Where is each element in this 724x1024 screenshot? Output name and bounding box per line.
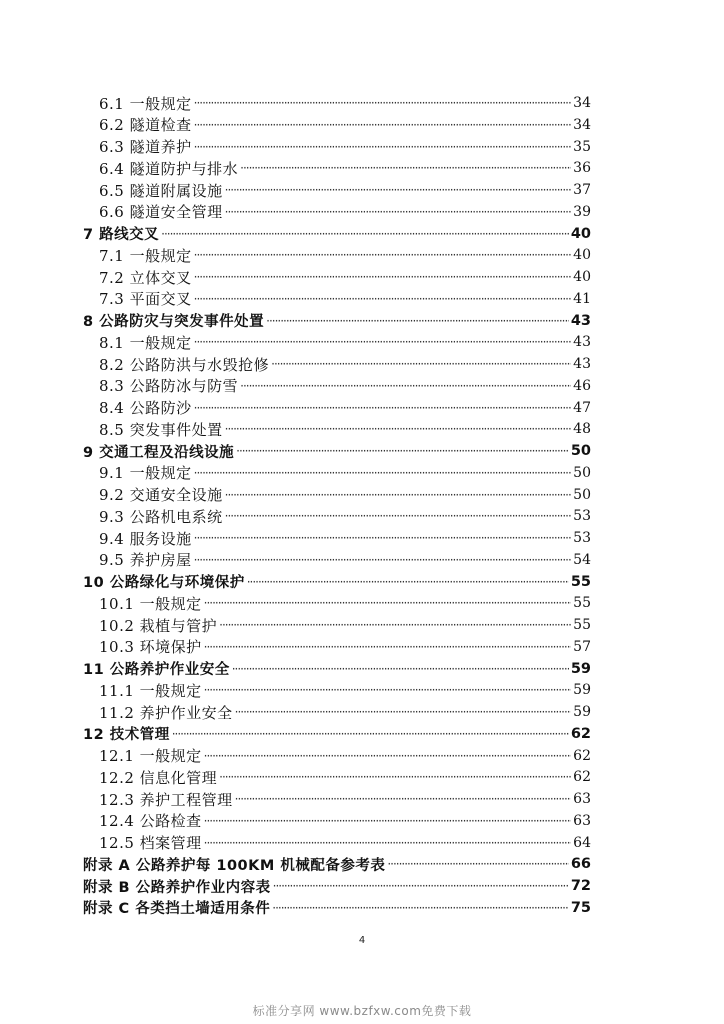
toc-section-entry[interactable]	[99, 397, 591, 419]
toc-entry-title: 8 公路防灾与突发事件处置	[83, 314, 265, 330]
toc-entry-title: 10.1 一般规定	[99, 594, 202, 613]
toc-dot-leader	[194, 244, 571, 266]
toc-section-entry[interactable]	[99, 701, 591, 723]
toc-dot-leader	[387, 853, 568, 875]
toc-entry-title: 12 技术管理	[83, 727, 170, 744]
toc-entry-title: 12.4 公路检查	[99, 812, 202, 831]
toc-dot-leader	[204, 745, 571, 767]
toc-dot-leader	[247, 571, 569, 593]
toc-section-entry[interactable]	[99, 766, 591, 788]
toc-chapter-entry[interactable]	[83, 658, 591, 680]
toc-dot-leader	[225, 179, 571, 201]
toc-section-entry[interactable]	[99, 136, 591, 158]
toc-entry-title: 6.4 隧道防护与排水	[99, 159, 239, 178]
toc-entry-page: 47	[573, 399, 591, 416]
toc-entry-title: 10 公路绿化与环境保护	[83, 575, 245, 591]
toc-section-entry[interactable]	[99, 114, 591, 136]
toc-section-entry[interactable]	[99, 549, 591, 571]
toc-entry-page: 59	[573, 682, 591, 699]
toc-entry-title: 10.2 栽植与管护	[99, 616, 218, 635]
toc-chapter-entry[interactable]	[83, 875, 591, 897]
toc-entry-page: 40	[573, 269, 591, 285]
toc-chapter-entry[interactable]	[83, 897, 591, 919]
toc-entry-page: 62	[573, 769, 591, 786]
toc-dot-leader	[194, 527, 571, 549]
toc-entry-page: 35	[573, 138, 591, 155]
toc-entry-title: 11 公路养护作业安全	[83, 662, 230, 678]
toc-chapter-entry[interactable]	[83, 223, 591, 245]
toc-dot-leader	[194, 266, 571, 288]
toc-entry-page: 53	[573, 530, 591, 546]
toc-entry-page: 48	[573, 421, 591, 438]
toc-entry-title: 附录 C 各类挡土墙适用条件	[83, 901, 271, 918]
toc-section-entry[interactable]	[99, 331, 591, 353]
toc-chapter-entry[interactable]	[83, 853, 591, 875]
toc-entry-page: 57	[573, 638, 591, 655]
toc-dot-leader	[194, 462, 571, 484]
toc-section-entry[interactable]	[99, 614, 591, 636]
toc-dot-leader	[204, 810, 571, 832]
toc-dot-leader	[273, 875, 569, 897]
toc-entry-page: 50	[573, 486, 591, 503]
toc-dot-leader	[194, 136, 571, 158]
toc-entry-page: 50	[570, 443, 591, 459]
toc-dot-leader	[232, 658, 569, 680]
toc-section-entry[interactable]	[99, 636, 591, 658]
toc-entry-title: 9.5 养护房屋	[99, 551, 192, 570]
toc-dot-leader	[194, 288, 571, 310]
toc-entry-title: 9 交通工程及沿线设施	[83, 444, 235, 461]
toc-entry-page: 43	[573, 356, 591, 372]
toc-dot-leader	[235, 701, 571, 723]
toc-dot-leader	[194, 114, 571, 136]
toc-dot-leader	[161, 223, 569, 245]
toc-section-entry[interactable]	[99, 375, 591, 397]
toc-section-entry[interactable]	[99, 266, 591, 288]
toc-entry-title: 11.1 一般规定	[99, 681, 202, 700]
toc-dot-leader	[219, 614, 571, 636]
toc-chapter-entry[interactable]	[83, 440, 591, 462]
toc-section-entry[interactable]	[99, 505, 591, 527]
toc-entry-page: 36	[573, 160, 591, 177]
toc-entry-page: 64	[573, 834, 591, 851]
toc-entry-title: 8.2 公路防洪与水毁抢修	[99, 355, 270, 374]
toc-entry-title: 12.5 档案管理	[99, 834, 202, 852]
toc-entry-title: 附录 A 公路养护每 100KM 机械配备参考表	[83, 857, 386, 874]
toc-entry-title: 9.4 服务设施	[99, 529, 192, 548]
toc-entry-title: 11.2 养护作业安全	[99, 703, 233, 722]
toc-entry-page: 59	[570, 660, 591, 677]
toc-section-entry[interactable]	[99, 462, 591, 484]
toc-entry-title: 7.3 平面交叉	[99, 290, 192, 309]
toc-dot-leader	[204, 832, 571, 854]
toc-entry-page: 63	[573, 791, 591, 807]
toc-section-entry[interactable]	[99, 288, 591, 310]
toc-entry-title: 6.6 隧道安全管理	[99, 203, 223, 222]
toc-dot-leader	[194, 92, 571, 114]
toc-entry-page: 40	[570, 225, 591, 242]
toc-entry-page: 75	[570, 899, 591, 916]
toc-dot-leader	[204, 679, 571, 701]
toc-entry-title: 7 路线交叉	[83, 227, 160, 243]
toc-entry-page: 53	[573, 508, 591, 525]
toc-entry-title: 6.5 隧道附属设施	[99, 181, 223, 200]
toc-section-entry[interactable]	[99, 527, 591, 549]
toc-chapter-entry[interactable]	[83, 571, 591, 593]
toc-section-entry[interactable]	[99, 353, 591, 375]
toc-section-entry[interactable]	[99, 179, 591, 201]
toc-entry-page: 63	[573, 812, 591, 829]
toc-chapter-entry[interactable]	[83, 310, 591, 332]
toc-entry-page: 37	[573, 182, 591, 198]
toc-entry-page: 54	[573, 551, 591, 568]
toc-dot-leader	[225, 418, 571, 440]
toc-dot-leader	[194, 397, 571, 419]
toc-entry-title: 6.2 隧道检查	[99, 116, 192, 135]
toc-entry-title: 8.3 公路防冰与防雪	[99, 377, 239, 396]
toc-dot-leader	[219, 766, 571, 788]
toc-entry-title: 6.1 一般规定	[99, 94, 192, 113]
page-number: 4	[358, 935, 366, 946]
toc-entry-title: 7.2 立体交叉	[99, 268, 192, 287]
toc-entry-page: 34	[573, 95, 591, 111]
toc-entry-page: 55	[570, 573, 591, 590]
toc-section-entry[interactable]	[99, 592, 591, 614]
toc-entry-title: 12.1 一般规定	[99, 747, 202, 765]
toc-entry-page: 41	[573, 290, 591, 307]
toc-entry-page: 72	[570, 878, 591, 894]
toc-dot-leader	[204, 592, 571, 614]
toc-dot-leader	[225, 484, 571, 506]
toc-entry-page: 46	[573, 377, 591, 394]
toc-entry-title: 10.3 环境保护	[99, 638, 202, 657]
toc-section-entry[interactable]	[99, 201, 591, 223]
toc-entry-page: 43	[570, 312, 591, 329]
toc-entry-page: 39	[573, 203, 591, 220]
toc-section-entry[interactable]	[99, 157, 591, 179]
toc-dot-leader	[194, 331, 571, 353]
toc-section-entry[interactable]	[99, 788, 591, 810]
toc-dot-leader	[235, 788, 571, 810]
toc-section-entry[interactable]	[99, 679, 591, 701]
toc-chapter-entry[interactable]	[83, 723, 591, 745]
toc-entry-page: 34	[573, 116, 591, 133]
toc-entry-page: 66	[570, 856, 591, 873]
toc-entry-page: 59	[573, 704, 591, 720]
toc-section-entry[interactable]	[99, 832, 591, 854]
toc-entry-title: 附录 B 公路养护作业内容表	[83, 879, 271, 896]
toc-section-entry[interactable]	[99, 810, 591, 832]
watermark-footer: 标准分享网 www.bzfxw.com免费下载	[252, 1004, 472, 1018]
toc-section-entry[interactable]	[99, 92, 591, 114]
toc-dot-leader	[225, 201, 571, 223]
toc-entry-page: 50	[573, 464, 591, 481]
toc-dot-leader	[225, 505, 571, 527]
toc-section-entry[interactable]	[99, 484, 591, 506]
toc-entry-title: 8.4 公路防沙	[99, 399, 192, 417]
toc-entry-title: 9.3 公路机电系统	[99, 507, 223, 526]
toc-entry-title: 8.1 一般规定	[99, 333, 192, 352]
toc-dot-leader	[172, 723, 569, 745]
toc-dot-leader	[240, 157, 571, 179]
toc-dot-leader	[266, 310, 569, 332]
toc-entry-title: 6.3 隧道养护	[99, 138, 192, 156]
toc-entry-page: 55	[573, 617, 591, 633]
toc-entry-page: 55	[573, 595, 591, 612]
toc-entry-page: 43	[573, 334, 591, 351]
toc-dot-leader	[272, 897, 569, 919]
toc-entry-page: 62	[570, 725, 591, 742]
toc-dot-leader	[194, 549, 571, 571]
toc-entry-title: 7.1 一般规定	[99, 246, 192, 265]
toc-dot-leader	[240, 375, 571, 397]
toc-entry-title: 12.3 养护工程管理	[99, 790, 233, 809]
toc-entry-title: 9.1 一般规定	[99, 464, 192, 483]
toc-dot-leader	[271, 353, 571, 375]
toc-entry-page: 62	[573, 747, 591, 764]
toc-dot-leader	[204, 636, 571, 658]
toc-entry-title: 12.2 信息化管理	[99, 768, 218, 787]
toc-section-entry[interactable]	[99, 418, 591, 440]
toc-entry-title: 9.2 交通安全设施	[99, 486, 223, 504]
toc-section-entry[interactable]	[99, 244, 591, 266]
toc-entry-title: 8.5 突发事件处置	[99, 420, 223, 439]
toc-section-entry[interactable]	[99, 745, 591, 767]
toc-entry-page: 40	[573, 247, 591, 264]
toc-dot-leader	[236, 440, 569, 462]
